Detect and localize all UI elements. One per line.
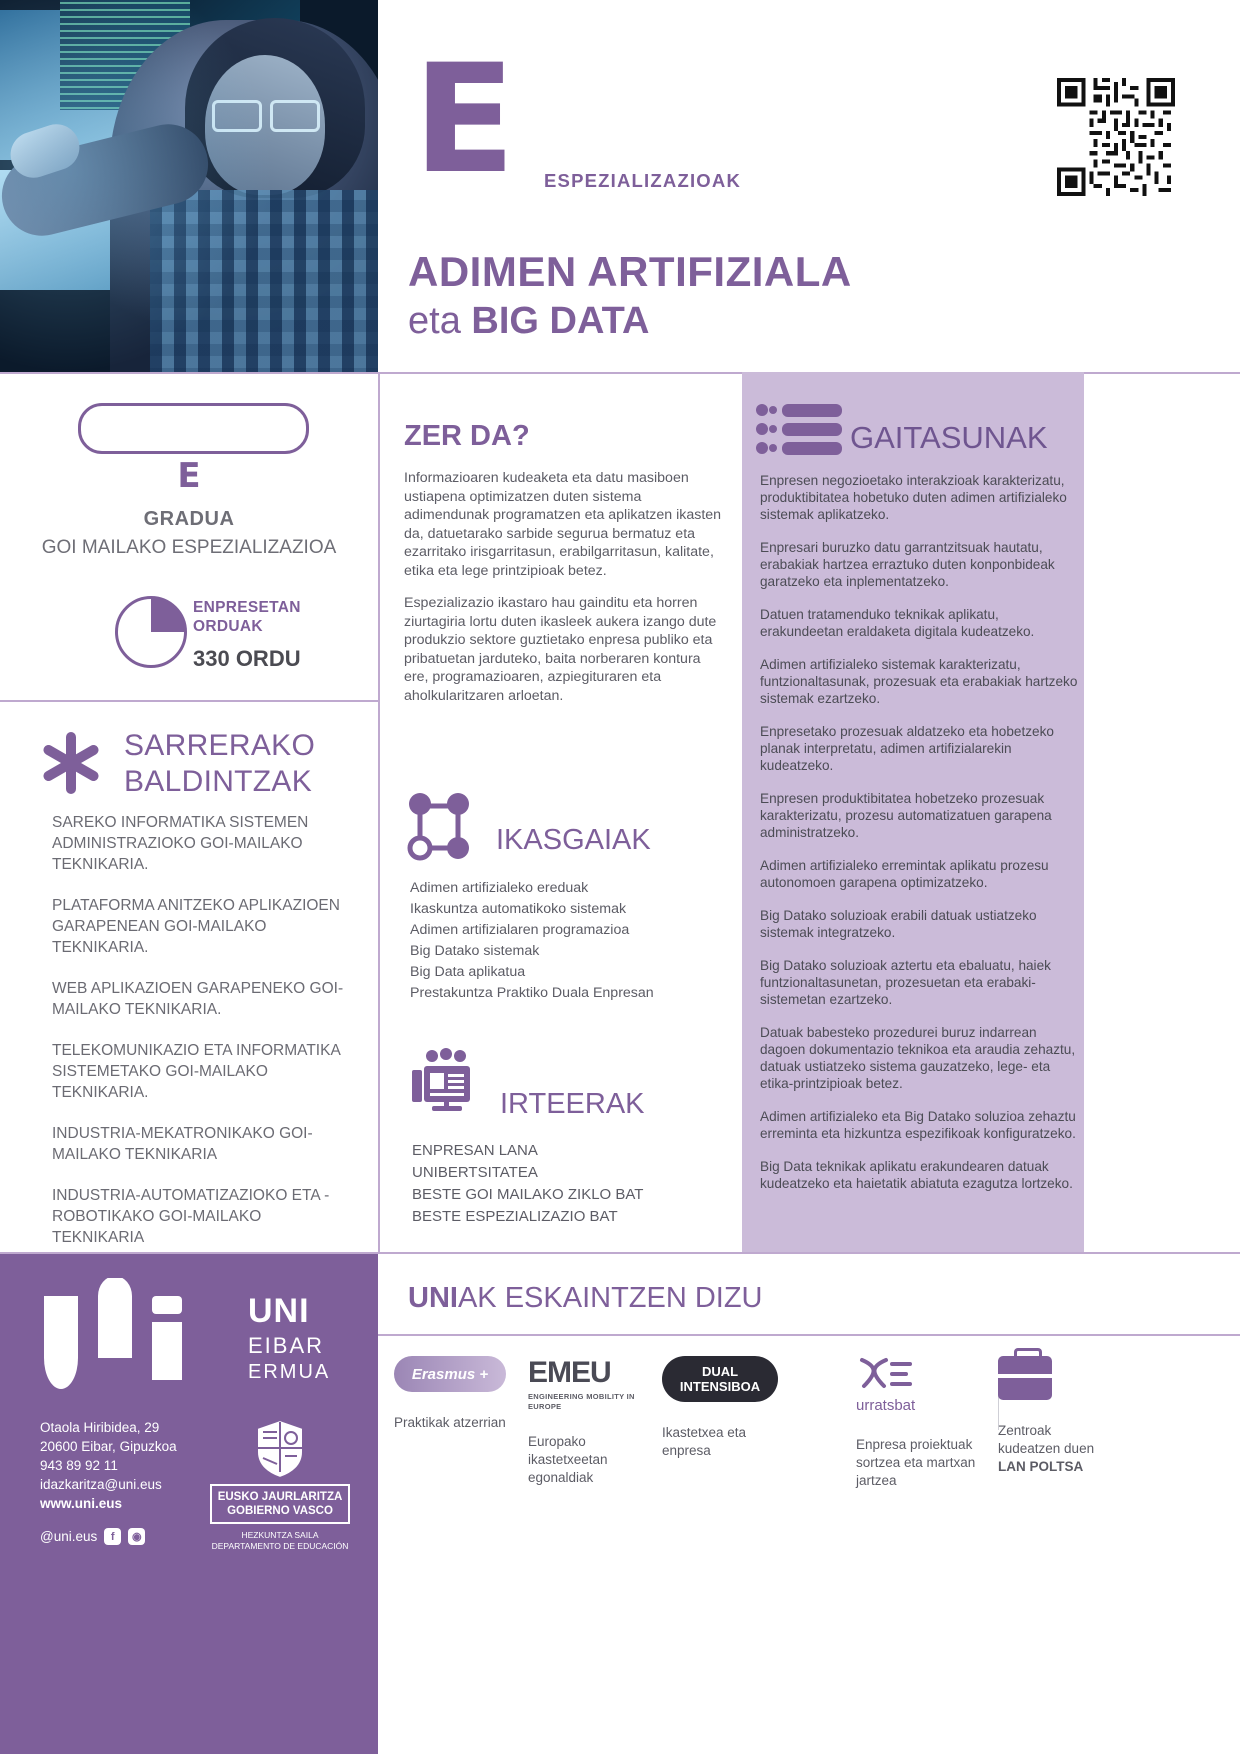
list-item: ENPRESAN LANA [412, 1142, 538, 1159]
header-block [378, 0, 1240, 372]
gov-line-2: GOBIERNO VASCO [227, 1505, 333, 1517]
list-item: Adimen artifizialeko erremintak aplikatu prozesu autonomoen garapena optimizatzeko. [760, 858, 1049, 890]
list-item: Ikaskuntza automatikoko sistemak [410, 901, 627, 917]
nodes-graph-icon [404, 790, 474, 864]
list-item: Big Data teknikak aplikatu erakundearen datuak kudeatzeko eta haietatik abiatuta ezagutza lortzeko. [760, 1159, 1073, 1191]
uni-logo-icon [40, 1278, 230, 1413]
footer-right-panel [378, 1254, 1240, 1754]
presentation-board-icon [408, 1046, 480, 1118]
requirements-title-line2: BALDINTZAK [124, 765, 313, 798]
government-department [205, 1530, 355, 1552]
social-block [40, 1528, 145, 1545]
emeu-logo-subtitle: ENGINEERING MOBILITY IN EUROPE [528, 1392, 635, 1411]
asterisk-icon [38, 730, 104, 796]
urratsbat-icon [856, 1356, 976, 1395]
what-is-paragraph-2: Espezializazio ikastaro hau gainditu eta horren ziurtagiria lortu duten ikasleek aukera izango dute produkzio sektore guztietako enpresa publiko eta pribatuetan jarduteko, baita norberaren kontura ere, programazioaren, azpiegituraren eta aholkularitzaren arloetan. [404, 595, 717, 704]
uni-name: UNI [248, 1292, 310, 1330]
list-item: Big Datako soluzioak erabili datuak ustiatzeko sistemak integratzeko. [760, 908, 1037, 940]
partner-dual[interactable] [662, 1356, 774, 1490]
list-item: WEB APLIKAZIOEN GARAPENEKO GOI-MAILAKO TEKNIKARIA. [52, 980, 344, 1018]
divider-vertical [378, 372, 380, 1252]
requirements-title [124, 728, 315, 800]
list-item: SAREKO INFORMATIKA SISTEMEN ADMINISTRAZIOKO GOI-MAILAKO TEKNIKARIA. [52, 814, 309, 873]
divider-footer [378, 1334, 1240, 1336]
hours-label-line2: ORDUAK [193, 618, 263, 635]
facebook-icon[interactable]: f [104, 1528, 121, 1545]
page-title-line1: ADIMEN ARTIFIZIALA [408, 248, 852, 295]
list-item: Enpresetako prozesuak aldatzeko eta hobetzeko planak interpretatu, adimen artifizialarekin kudeatzeko. [760, 724, 1054, 773]
kicker-espezializazioak: ESPEZIALIZAZIOAK [544, 170, 742, 191]
address-line1: Otaola Hiribidea, 29 [40, 1420, 160, 1435]
uni-city: EIBAR [248, 1333, 325, 1358]
page-title-line2 [408, 300, 649, 343]
badge-letter: E [177, 456, 201, 496]
divider-left-middle [0, 700, 378, 702]
hours-label-line1: ENPRESETAN [193, 599, 301, 616]
government-name [210, 1484, 351, 1524]
partner-urratsbat[interactable] [856, 1356, 976, 1490]
offer-title [408, 1282, 763, 1315]
uni-wordmark [248, 1292, 330, 1384]
list-item: INDUSTRIA-AUTOMATIZAZIOKO ETA -ROBOTIKAKO GOI-MAILAKO TEKNIKARIA [52, 1187, 330, 1246]
qr-code-icon[interactable] [1057, 78, 1175, 196]
list-item: Enpresen produktibitatea hobetzeko prozesuak karakterizatu, prozesu automatizatuen garapena administratzeko. [760, 791, 1052, 840]
partners-row [394, 1356, 1240, 1490]
gov-dept-2: DEPARTAMENTO DE EDUCACIÓN [211, 1541, 349, 1551]
gov-line-1: EUSKO JAURLARITZA [217, 1491, 343, 1503]
dual-logo-line2: INTENSIBOA [679, 1379, 761, 1394]
list-item: TELEKOMUNIKAZIO ETA INFORMATIKA SISTEMETAKO GOI-MAILAKO TEKNIKARIA. [52, 1042, 340, 1101]
list-item: Adimen artifizialeko sistemak karakterizatu, funtzionaltasunak, prozesuak eta erabakiak hartzeko sistemak ezartzeko. [760, 657, 1078, 706]
skills-list [760, 472, 1080, 1208]
list-item: PLATAFORMA ANITZEKO APLIKAZIOEN GARAPENEAN GOI-MAILAKO TEKNIKARIA. [52, 897, 340, 956]
requirements-list [52, 812, 352, 1268]
government-logo [205, 1418, 355, 1552]
list-item: Datuen tratamenduko teknikak aplikatu, erakundeetan eraldaketa digitala kudeatzeko. [760, 607, 1035, 639]
emeu-logo: EMEU [528, 1356, 611, 1389]
page-title-line2-bold: BIG DATA [471, 300, 650, 342]
what-is-title: ZER DA? [404, 420, 530, 452]
uni-city2: ERMUA [248, 1361, 331, 1383]
partner-lanpoltsa[interactable] [998, 1356, 1110, 1490]
outcomes-title: IRTEERAK [500, 1088, 645, 1120]
database-icon [756, 402, 844, 458]
hours-pie-icon [115, 596, 187, 668]
partner-caption: Ikastetxea eta enpresa [662, 1425, 747, 1458]
website-link[interactable]: www.uni.eus [40, 1496, 123, 1511]
requirements-title-line1: SARRERAKO [124, 729, 316, 762]
list-item: Big Datako soluzioak aztertu eta ebaluatu, haiek funtzionaltasunetan, prozesuetan eta erabaki-sistemetan ezartzeko. [760, 958, 1051, 1007]
list-item: Datuak babesteko prozedurei buruz indarrean dagoen dokumentazio teknikoa eta araudia zehaztu, datuak ustiatzeko sistema gauzatzeko, lege- eta etika-printzipioak betez. [760, 1025, 1076, 1091]
instagram-icon[interactable]: ◉ [128, 1528, 145, 1545]
list-item: Big Datako sistemak [410, 943, 540, 959]
list-item: UNIBERTSITATEA [412, 1164, 538, 1181]
hours-label [193, 598, 301, 636]
address-line2: 20600 Eibar, Gipuzkoa [40, 1439, 177, 1454]
list-item: Adimen artifizialeko eta Big Datako soluzioa zehaztu erreminta eta hizkuntza espezifikoak konfiguratzeko. [760, 1109, 1076, 1141]
list-item: Adimen artifizialaren programazioa [410, 922, 630, 938]
partner-emeu[interactable] [528, 1356, 640, 1490]
partner-caption: Praktikak atzerrian [394, 1415, 506, 1430]
list-item: BESTE GOI MAILAKO ZIKLO BAT [412, 1186, 644, 1203]
offer-title-bold: UNI [408, 1282, 458, 1314]
list-item: Enpresari buruzko datu garrantzitsuak hautatu, erabakiak hartzea erraztuko duten konponbideak garatzeko eta inplementatzeko. [760, 540, 1055, 589]
list-item: Adimen artifizialeko ereduak [410, 880, 589, 896]
what-is-section [404, 420, 722, 719]
outcomes-list [412, 1140, 732, 1228]
hours-value: 330 ORDU [193, 646, 301, 671]
program-subtitle: GOI MAILAKO ESPEZIALIZAZIOA [41, 537, 337, 558]
subjects-list [410, 878, 730, 1004]
partner-caption-bold: LAN POLTSA [998, 1459, 1084, 1474]
partner-caption-pre: Zentroak kudeatzen duen [998, 1423, 1095, 1456]
partner-caption [998, 1422, 1110, 1476]
dual-logo-line1: DUAL [701, 1364, 739, 1379]
phone-number[interactable]: 943 89 92 11 [40, 1458, 118, 1473]
briefcase-icon [998, 1356, 1052, 1400]
hero-photo [0, 0, 378, 372]
contact-block [40, 1418, 177, 1513]
crest-icon [253, 1418, 307, 1480]
list-item: INDUSTRIA-MEKATRONIKAKO GOI-MAILAKO TEKNIKARIA [52, 1125, 313, 1163]
partner-erasmus[interactable] [394, 1356, 506, 1490]
erasmus-logo: Erasmus + [394, 1356, 506, 1392]
offer-title-rest: AK ESKAINTZEN DIZU [457, 1282, 763, 1314]
what-is-paragraph-1: Informazioaren kudeaketa eta datu masiboen ustiapena optimizatzen duten sistema adimendunak programatzen eta aplikatzen ikasten da, datuetarako sarbide segurua bermatuz eta ezarritako irisgarritasun, erabilgarritasun, kalitate, etika eta lege printzipioak betez. [404, 470, 722, 579]
skills-title: GAITASUNAK [850, 420, 1048, 455]
list-item: BESTE ESPEZIALIZAZIO BAT [412, 1208, 618, 1225]
urratsbat-logo: urratsbat [856, 1397, 916, 1414]
dual-logo [662, 1356, 778, 1402]
brand-letter-e: E [413, 33, 512, 207]
badge-pill [78, 403, 309, 454]
list-item: Enpresen negozioetako interakzioak karakterizatu, produktibitatea hobetuko duten adimen artifizialeko sistemak aplikatzeko. [760, 473, 1067, 522]
partner-caption: Enpresa proiektuak sortzea eta martxan jartzea [856, 1437, 976, 1488]
list-item: Prestakuntza Praktiko Duala Enpresan [410, 985, 654, 1001]
email-address[interactable]: idazkaritza@uni.eus [40, 1477, 162, 1492]
level-label: GRADUA [143, 508, 235, 530]
list-item: Big Data aplikatua [410, 964, 526, 980]
partner-caption: Europako ikastetxeetan egonaldiak [528, 1434, 608, 1485]
social-handle: @uni.eus [40, 1529, 98, 1544]
page-title-line2-thin: eta [408, 300, 472, 342]
subjects-title: IKASGAIAK [496, 824, 651, 856]
gov-dept-1: HEZKUNTZA SAILA [241, 1530, 319, 1540]
